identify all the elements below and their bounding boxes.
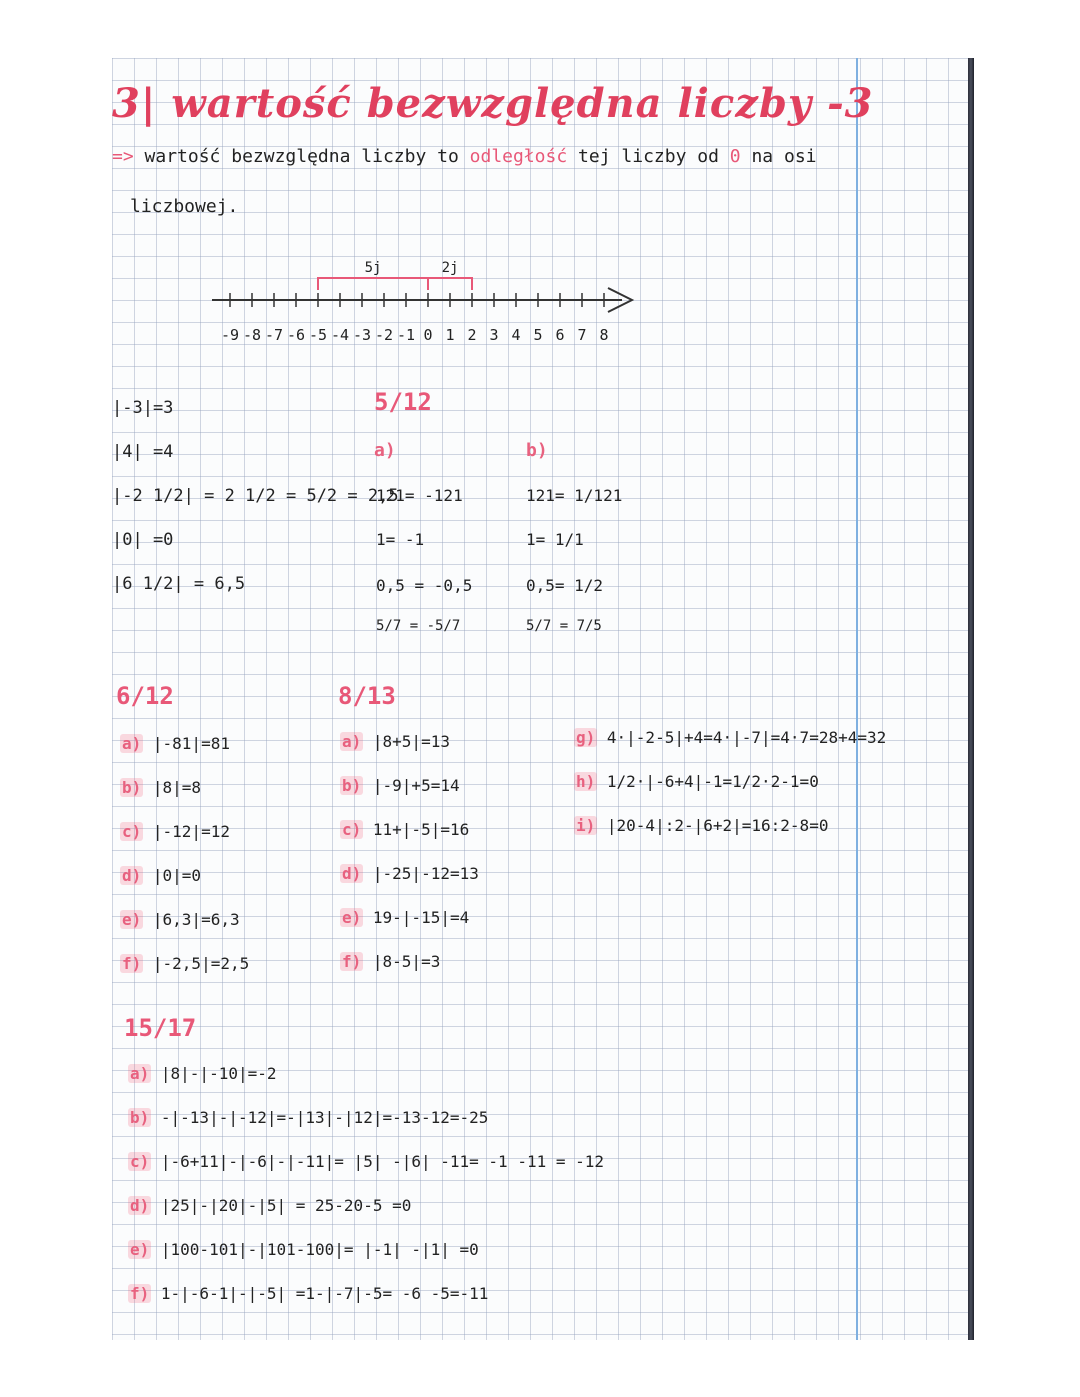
ex5-b-label: b) [526,440,548,461]
ex6-label: c) [122,822,142,841]
ex5-a-3: 0,5 = -0,5 [376,576,473,595]
example-3: |-2 1/2| = 2 1/2 = 5/2 = 2,5 [112,486,399,506]
tick-label: -5 [308,326,328,344]
arrow-icon: => [112,146,134,167]
ex8-label: a) [342,732,362,751]
tick-label: -2 [374,326,394,344]
ex5-a-4: 5/7 = -5/7 [376,618,461,634]
ex8-text: 11+|-5|=16 [363,820,470,839]
ex6-label: b) [122,778,142,797]
definition-line-2: liczbowej. [130,196,239,217]
ex6-text: |6,3|=6,3 [143,910,240,929]
ex5-b-4: 5/7 = 7/5 [526,618,602,634]
ex8-text: |8+5|=13 [363,732,450,751]
notebook-page [112,58,968,1340]
tick-label: 2 [467,326,477,344]
ex6-item-6 [120,954,249,973]
ex5-b-1: 121= 1/121 [526,486,623,505]
ex15-label: a) [130,1064,150,1083]
page-title: 3| wartość bezwzględna liczby -3 [112,80,874,127]
ex6-text: |8|=8 [143,778,202,797]
ex5-a-2: 1= -1 [376,530,425,549]
ex8-text: |-9|+5=14 [363,776,460,795]
tick-label: -1 [396,326,416,344]
ex8-text: 19-|-15|=4 [363,908,470,927]
tick-label: 0 [423,326,433,344]
ex6-item-1 [120,734,230,753]
ex8r-label: h) [576,772,596,791]
tick-label: 7 [577,326,587,344]
ex6-item-4 [120,866,201,885]
ex15-item-4 [128,1196,411,1215]
ex15-label: e) [130,1240,150,1259]
example-2: |4| =4 [112,442,174,462]
notebook-edge [968,58,974,1340]
ex8-item-4 [340,864,479,883]
ex15-text: |100-101|-|101-100|= |-1| -|1| =0 [151,1240,479,1259]
tick-label: -9 [220,326,240,344]
tick-label: -8 [242,326,262,344]
ex8-label: e) [342,908,362,927]
tick-label: 4 [511,326,521,344]
tick-label: 8 [599,326,609,344]
ex8-text: |-25|-12=13 [363,864,479,883]
ex6-item-5 [120,910,240,929]
ex6-label: a) [122,734,142,753]
ex15-label: f) [130,1284,150,1303]
ex8-item-1 [340,732,450,751]
exercise-5-header: 5/12 [374,388,432,416]
ex8-item-2 [340,776,460,795]
ex6-item-2 [120,778,201,797]
ex8-item-6 [340,952,440,971]
tick-label: -7 [264,326,284,344]
ex6-text: |-2,5|=2,5 [143,954,250,973]
example-5: |6 1/2| = 6,5 [112,574,246,594]
ex8-text: |8-5|=3 [363,952,441,971]
ex15-text: -|-13|-|-12|=-|13|-|12|=-13-12=-25 [151,1108,489,1127]
ex5-a-label: a) [374,440,396,461]
tick-label: -6 [286,326,306,344]
ex15-label: d) [130,1196,150,1215]
tick-label: 1 [445,326,455,344]
ex8-label: f) [342,952,362,971]
ex15-item-1 [128,1064,277,1083]
exercise-6-header: 6/12 [116,682,174,710]
ex6-text: |-81|=81 [143,734,230,753]
ex15-item-2 [128,1108,488,1127]
ex6-label: e) [122,910,142,929]
ex15-label: c) [130,1152,150,1171]
ex8-item-3 [340,820,469,839]
ex8-label: d) [342,864,362,883]
ex15-label: b) [130,1108,150,1127]
ex8r-item-3 [574,816,828,835]
tick-label: 5 [533,326,543,344]
number-line [212,248,652,358]
tick-label: 3 [489,326,499,344]
tick-label: -3 [352,326,372,344]
tick-label: 6 [555,326,565,344]
ex5-b-3: 0,5= 1/2 [526,576,604,595]
ex8-label: b) [342,776,362,795]
ex8-label: c) [342,820,362,839]
example-4: |0| =0 [112,530,174,550]
ex8r-text: 4·|-2-5|+4=4·|-7|=4·7=28+4=32 [597,728,887,747]
ex8r-label: i) [576,816,596,835]
exercise-8-header: 8/13 [338,682,396,710]
ex8r-text: 1/2·|-6+4|-1=1/2·2-1=0 [597,772,819,791]
margin-line [856,58,858,1340]
ex15-text: 1-|-6-1|-|-5| =1-|-7|-5= -6 -5=-11 [151,1284,489,1303]
ex15-text: |-6+11|-|-6|-|-11|= |5| -|6| -11= -1 -11 = -12 [151,1152,605,1171]
ex5-a-1: 121= -121 [376,486,463,505]
example-1: |-3|=3 [112,398,174,418]
ex8r-item-1 [574,728,886,747]
ex5-b-2: 1= 1/1 [526,530,584,549]
ex8r-label: g) [576,728,596,747]
definition-line-1: => wartość bezwzględna liczby to odległość tej liczby od 0 na osi [112,146,817,167]
tick-label: -4 [330,326,350,344]
ex15-text: |8|-|-10|=-2 [151,1064,277,1083]
ex15-text: |25|-|20|-|5| = 25-20-5 =0 [151,1196,412,1215]
ex15-item-5 [128,1240,479,1259]
ex8r-item-2 [574,772,819,791]
number-line-label-left: 5j [364,260,382,276]
ex6-label: d) [122,866,142,885]
ex6-label: f) [122,954,142,973]
ex15-item-3 [128,1152,604,1171]
number-line-label-right: 2j [441,260,459,276]
ex8-item-5 [340,908,469,927]
ex6-text: |0|=0 [143,866,202,885]
ex6-item-3 [120,822,230,841]
ex6-text: |-12|=12 [143,822,230,841]
ex15-item-6 [128,1284,488,1303]
ex8r-text: |20-4|:2-|6+2|=16:2-8=0 [597,816,829,835]
exercise-15-header: 15/17 [124,1014,197,1042]
